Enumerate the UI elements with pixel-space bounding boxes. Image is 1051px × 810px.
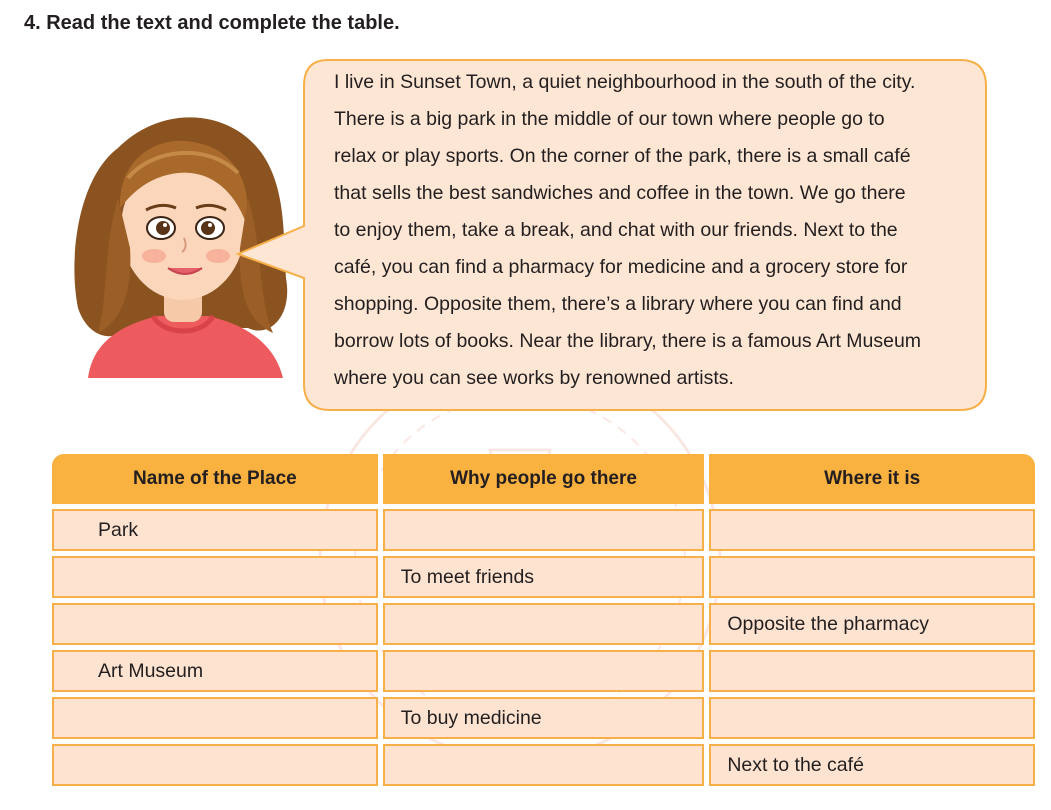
reason-cell[interactable] [383,509,705,551]
passage-line: There is a big park in the middle of our town where people go to [334,108,885,130]
exercise-heading: 4. Read the text and complete the table. [24,12,400,34]
header-why-go: Why people go there [383,454,705,504]
reason-cell[interactable] [383,744,705,786]
reason-cell[interactable]: To buy medicine [383,697,705,739]
passage-line: borrow lots of books. Near the library, there is a famous Art Museum [334,330,922,352]
table-row [52,744,1035,786]
location-cell[interactable] [709,650,1035,692]
passage-line: I live in Sunset Town, a quiet neighbourhood in the south of the city. [334,71,916,93]
reason-cell[interactable]: To meet friends [383,556,705,598]
passage-line: café, you can find a pharmacy for medicine and a grocery store for [334,256,908,278]
table-row [52,603,1035,645]
passage-line: shopping. Opposite them, there’s a library where you can find and [334,293,902,315]
reading-passage [334,64,974,397]
reason-cell[interactable] [383,603,705,645]
passage-line: that sells the best sandwiches and coffee in the town. We go there [334,182,906,204]
table-row [52,509,1035,551]
table-row [52,556,1035,598]
header-place-name: Name of the Place [52,454,378,504]
reason-cell[interactable] [383,650,705,692]
table-row [52,697,1035,739]
location-cell[interactable] [709,697,1035,739]
passage-line: to enjoy them, take a break, and chat with our friends. Next to the [334,219,898,241]
table-header-row [52,454,1035,504]
place-cell[interactable] [52,744,378,786]
place-cell[interactable] [52,697,378,739]
place-cell[interactable]: Park [52,509,378,551]
passage-line: relax or play sports. On the corner of the park, there is a small café [334,145,911,167]
places-table [47,449,1040,791]
place-cell[interactable]: Art Museum [52,650,378,692]
location-cell[interactable]: Opposite the pharmacy [709,603,1035,645]
passage-line: where you can see works by renowned artists. [334,367,734,389]
location-cell[interactable]: Next to the café [709,744,1035,786]
location-cell[interactable] [709,509,1035,551]
location-cell[interactable] [709,556,1035,598]
header-where: Where it is [709,454,1035,504]
place-cell[interactable] [52,603,378,645]
table-row [52,650,1035,692]
place-cell[interactable] [52,556,378,598]
